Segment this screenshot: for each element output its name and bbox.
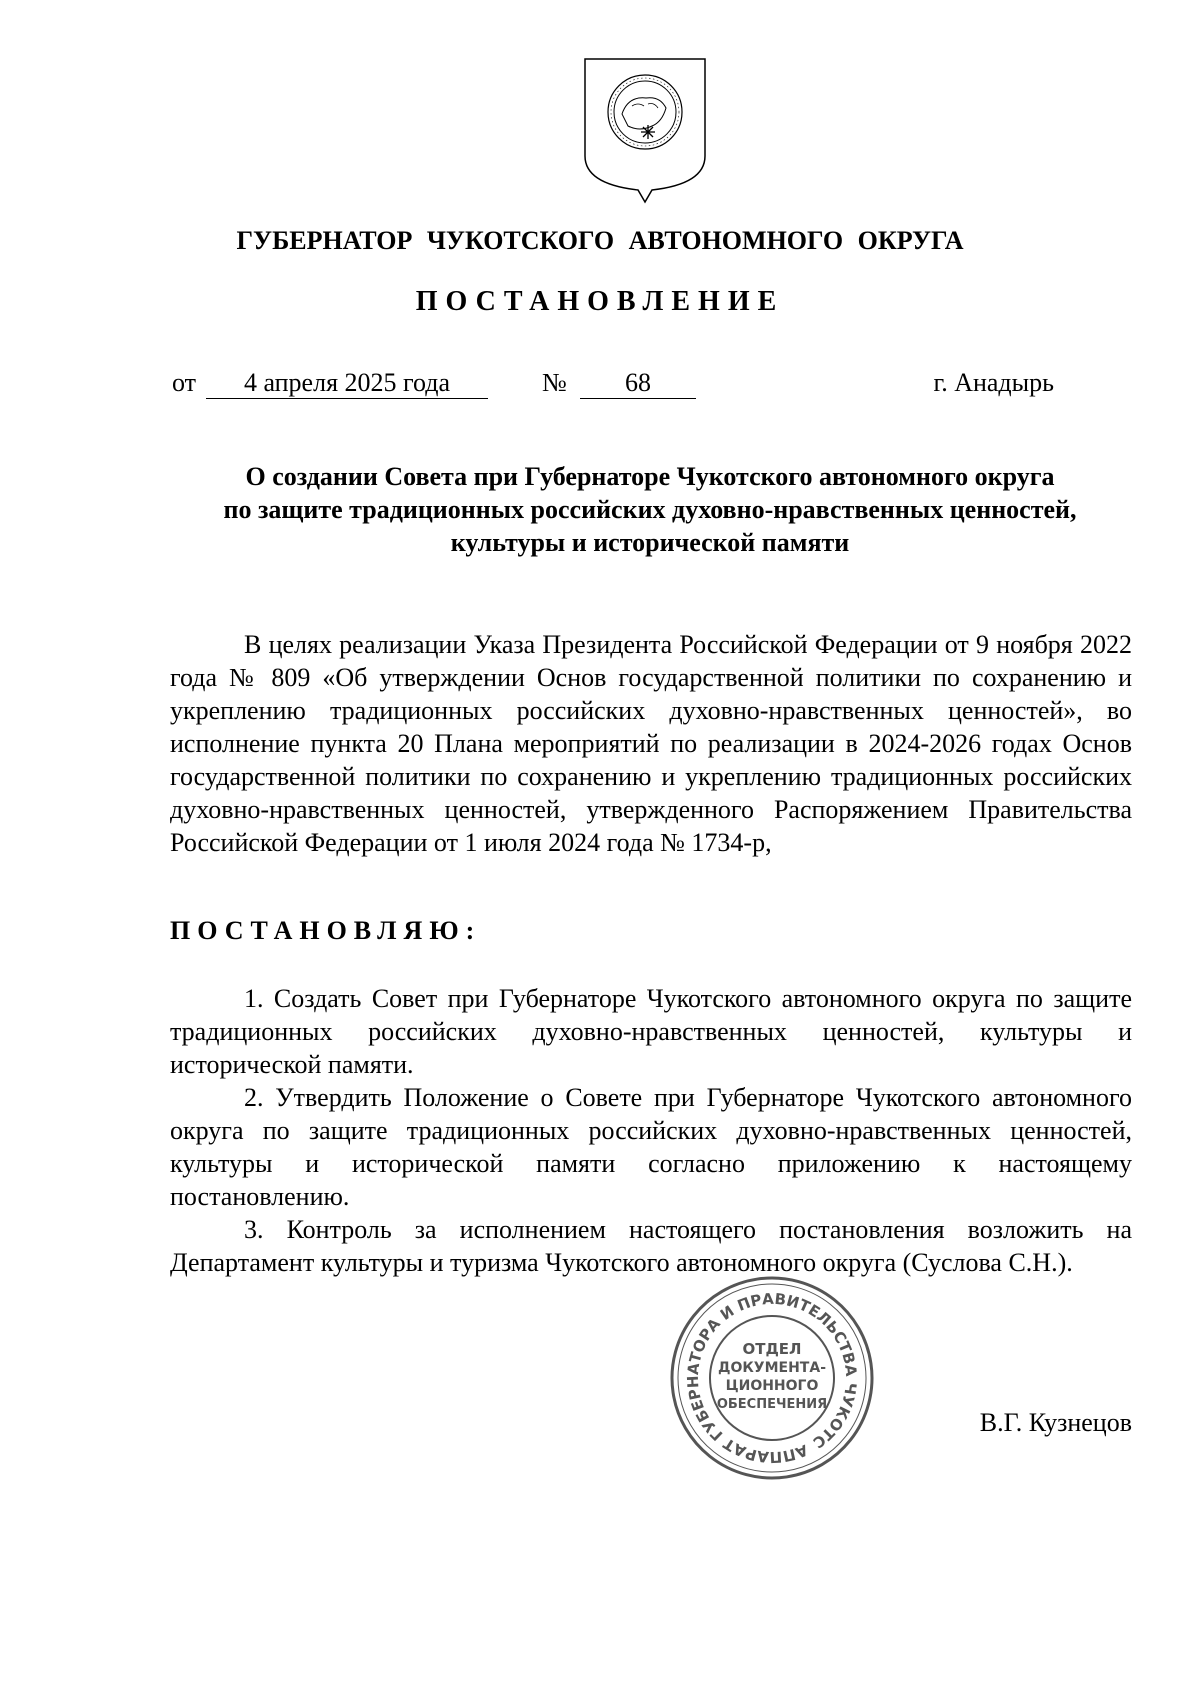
document-type-title: ПОСТАНОВЛЕНИЕ xyxy=(415,286,785,317)
subject-line: О создании Совета при Губернаторе Чукотского автономного округа xyxy=(245,462,1055,491)
stamp-outer-text: АППАРАТ ГУБЕРНАТОРА И ПРАВИТЕЛЬСТВА ЧУКОТСКОГО xyxy=(683,1289,861,1467)
stamp-center-line: ЦИОННОГО xyxy=(725,1378,819,1394)
issuing-authority: ГУБЕРНАТОР ЧУКОТСКОГО АВТОНОМНОГО ОКРУГА xyxy=(236,226,964,255)
signatory-name: В.Г. Кузнецов xyxy=(979,1408,1132,1437)
preamble xyxy=(170,628,1132,859)
decree-item: 3. Контроль за исполнением настоящего постановления возложить на Департамент культуры и туризма Чукотского автономного округа (Суслова С.Н.). xyxy=(170,1215,1132,1277)
chukotka-coat-of-arms-icon xyxy=(582,56,708,204)
decree-item: 2. Утвердить Положение о Совете при Губернаторе Чукотского автономного округа по защите традиционных российских духовно-нравственных ценностей, культуры и исторической памяти согласно приложению к настоящему постановлению. xyxy=(170,1083,1132,1211)
city: г. Анадырь xyxy=(933,368,1054,397)
number-sign: № xyxy=(542,368,567,397)
subject-line: культуры и исторической памяти xyxy=(450,528,850,557)
official-stamp xyxy=(662,1268,882,1488)
stamp-center-line: ОТДЕЛ xyxy=(742,1340,802,1358)
decree-items xyxy=(170,982,1132,1279)
stamp-center-line: ДОКУМЕНТА- xyxy=(717,1360,827,1376)
document-number: 68 xyxy=(580,368,696,399)
preamble-text: В целях реализации Указа Президента Российской Федерации от 9 ноября 2022 года № 809 «Об утверждении Основ государственной политики по сохранению и укреплению традиционных российских духовно-нравственных ценностей», во исполнение пункта 20 Плана мероприятий по реализации в 2024-2026 годах Основ государственной политики по сохранению и укреплению традиционных российских духовно-нравственных ценностей, утвержденного Распоряжением Правительства Российской Федерации от 1 июля 2024 года № 1734-р, xyxy=(170,630,1132,857)
document-date: 4 апреля 2025 года xyxy=(206,368,488,399)
subject-line: по защите традиционных российских духовно-нравственных ценностей, xyxy=(223,495,1077,524)
date-prefix: от xyxy=(172,368,197,397)
decree-heading: ПОСТАНОВЛЯЮ: xyxy=(170,916,482,945)
decree-item: 1. Создать Совет при Губернаторе Чукотского автономного округа по защите традиционных российских духовно-нравственных ценностей, культуры и исторической памяти. xyxy=(170,984,1132,1079)
document-subject xyxy=(170,460,1130,559)
stamp-center-line: ОБЕСПЕЧЕНИЯ xyxy=(716,1397,828,1412)
